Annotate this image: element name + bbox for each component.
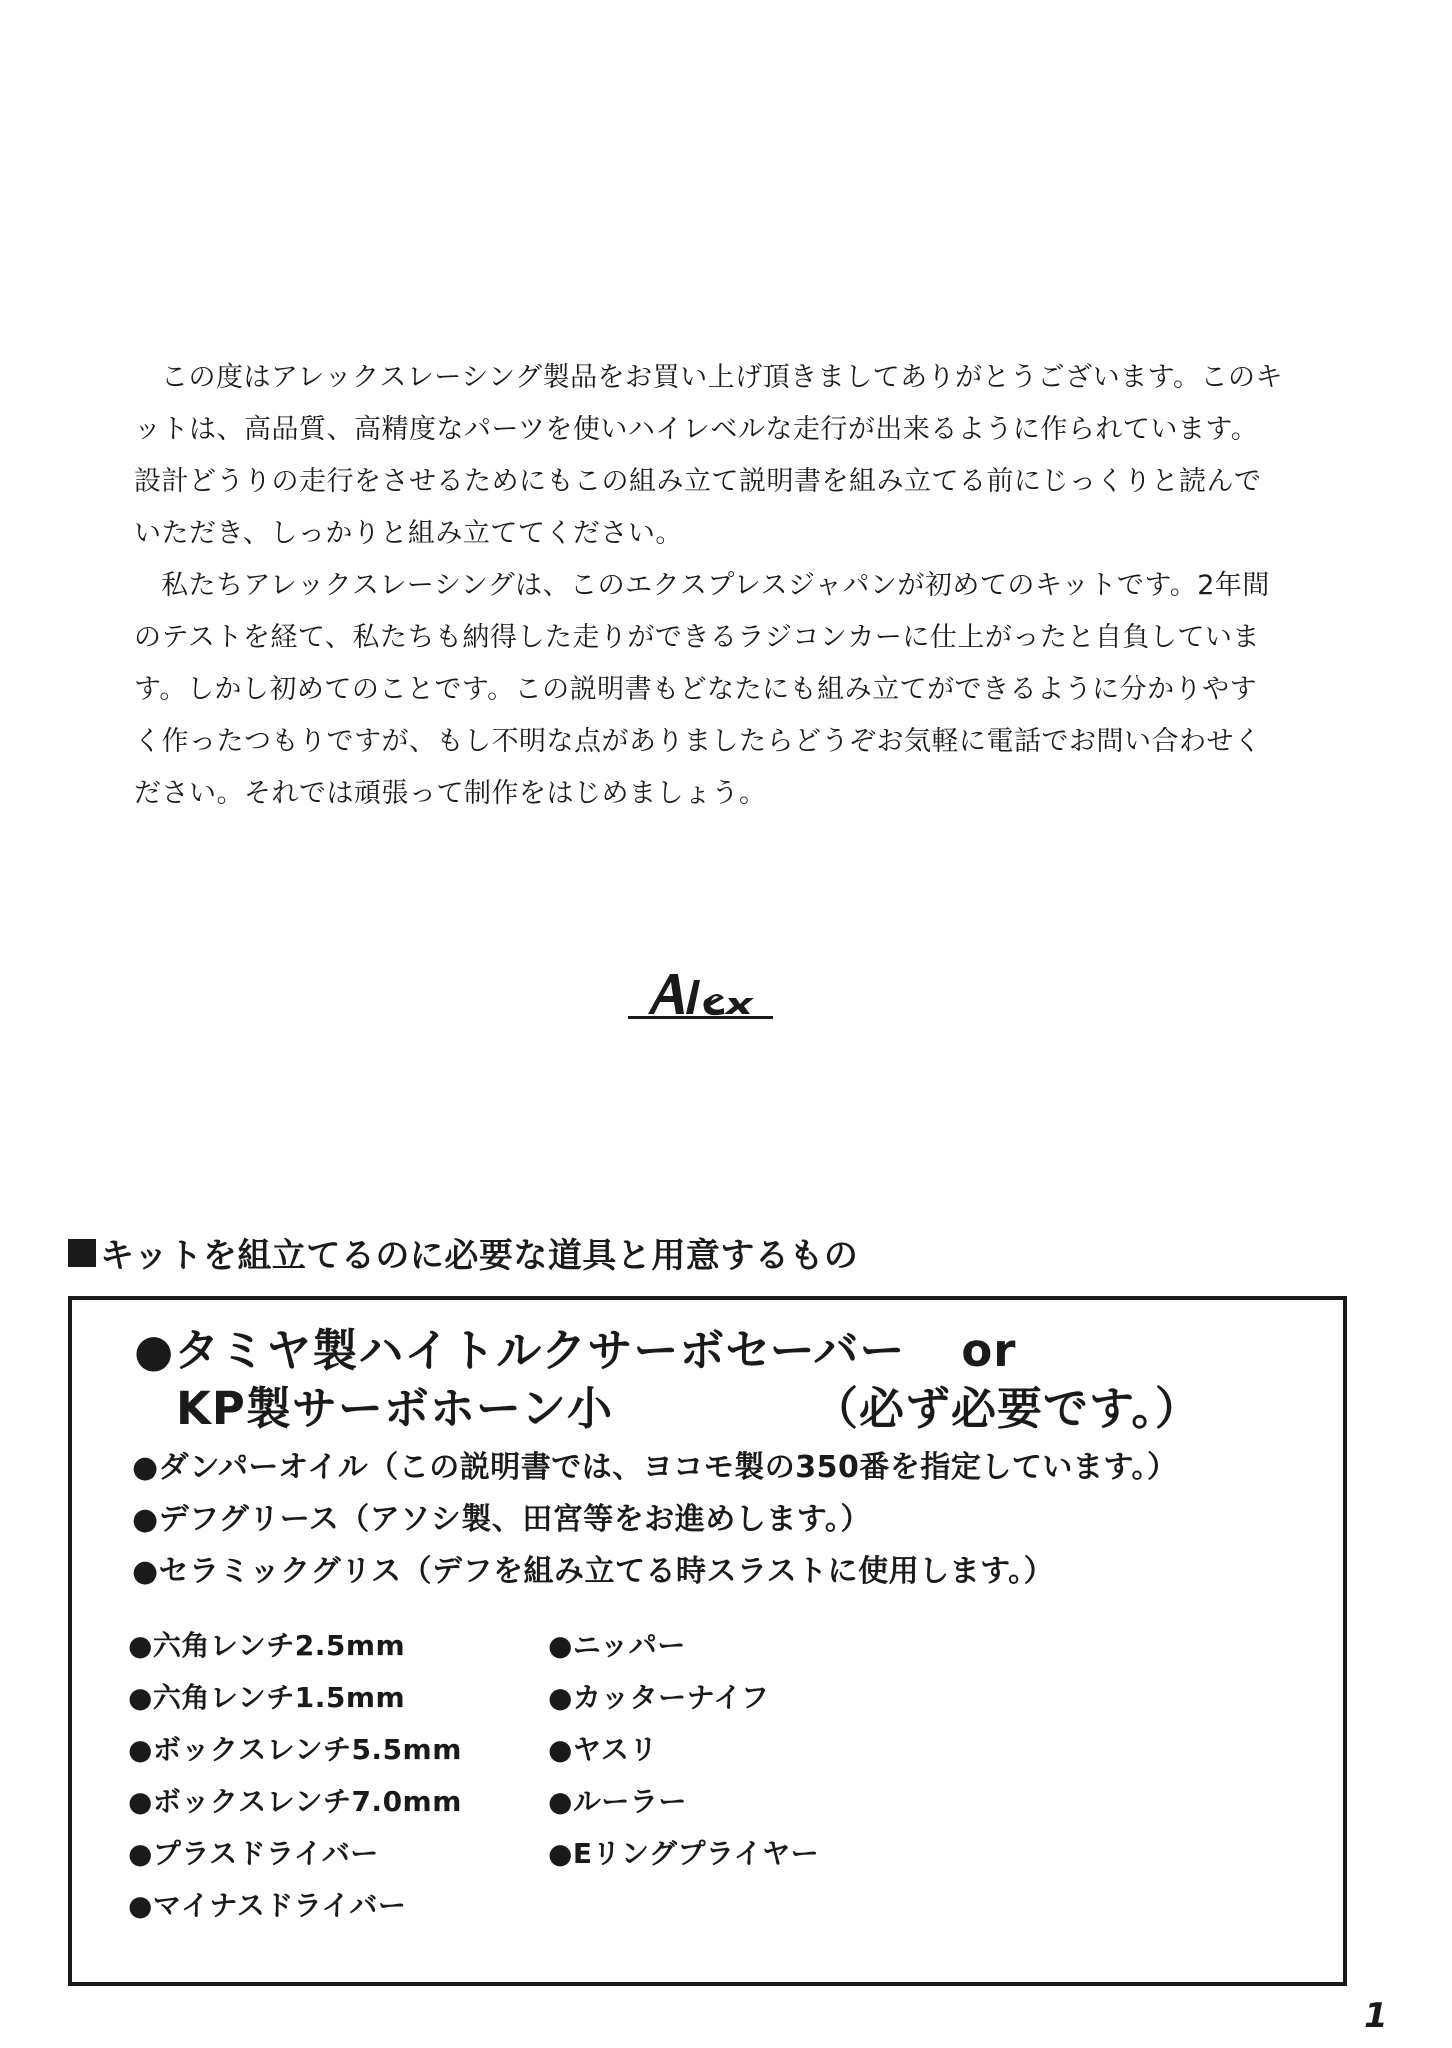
tool-item: ●マイナスドライバー — [128, 1889, 407, 1922]
tools-list-left — [128, 1620, 462, 1932]
main-requirement-line-2: KP製サーボホーン小 — [176, 1382, 613, 1435]
main-requirement-or: or — [961, 1324, 1017, 1377]
main-requirement — [134, 1322, 1201, 1438]
intro-paragraph-1: この度はアレックスレーシング製品をお買い上げ頂きましてありがとうございます。このキットは、高品質、高精度なパーツを使いハイレベルな走行が出来るように作られています。設計どうりの走行をさせるためにもこの組み立て説明書を組み立てる前にじっくりと読んでいただき、しっかりと組み立ててください。 — [134, 362, 1283, 549]
tool-item: ●六角レンチ1.5mm — [128, 1681, 406, 1714]
section-heading-text: キットを組立てるのに必要な道具と用意するもの — [100, 1236, 859, 1276]
tool-item: ●カッターナイフ — [548, 1681, 770, 1714]
requirement-item: ●デフグリース（アソシ製、田宮等をお進めします。） — [132, 1502, 871, 1537]
intro-paragraph-2: 私たちアレックスレーシングは、このエクスプレスジャパンが初めてのキットです。2年間のテストを経て、私たちも納得した走りができるラジコンカーに仕上がったと自負しています。しかし初めてのことです。この説明書もどなたにも組み立てができるように分かりやすく作ったつもりですが、もし不明な点がありましたらどうぞお気軽に電話でお問い合わせください。それでは頑張って制作をはじめましょう。 — [134, 570, 1270, 809]
tool-item: ●六角レンチ2.5mm — [128, 1629, 406, 1662]
requirements-list — [132, 1442, 1178, 1598]
tool-item: ●Eリングプライヤー — [548, 1837, 820, 1870]
section-heading — [68, 1228, 858, 1277]
tool-item: ●ルーラー — [548, 1785, 687, 1818]
tool-item: ●ニッパー — [548, 1629, 686, 1662]
requirement-item: ●ダンパーオイル（この説明書では、ヨコモ製の350番を指定しています。） — [132, 1450, 1178, 1485]
intro-text — [134, 352, 1284, 820]
alex-logo — [628, 968, 773, 1024]
tool-item: ●プラスドライバー — [128, 1837, 379, 1870]
requirements-box — [68, 1296, 1347, 1986]
main-requirement-note: （必ず必要です。） — [812, 1382, 1201, 1435]
main-requirement-line-1: ●タミヤ製ハイトルクサーボセーバー — [134, 1324, 906, 1377]
tool-item: ●ヤスリ — [548, 1733, 658, 1766]
square-bullet-icon — [68, 1239, 96, 1267]
page-number: 1 — [1364, 1996, 1388, 2036]
requirement-item: ●セラミックグリス（デフを組み立てる時スラストに使用します。） — [132, 1554, 1055, 1589]
tool-item: ●ボックスレンチ7.0mm — [128, 1785, 462, 1818]
tools-list-right — [548, 1620, 819, 1880]
tool-item: ●ボックスレンチ5.5mm — [128, 1733, 462, 1766]
